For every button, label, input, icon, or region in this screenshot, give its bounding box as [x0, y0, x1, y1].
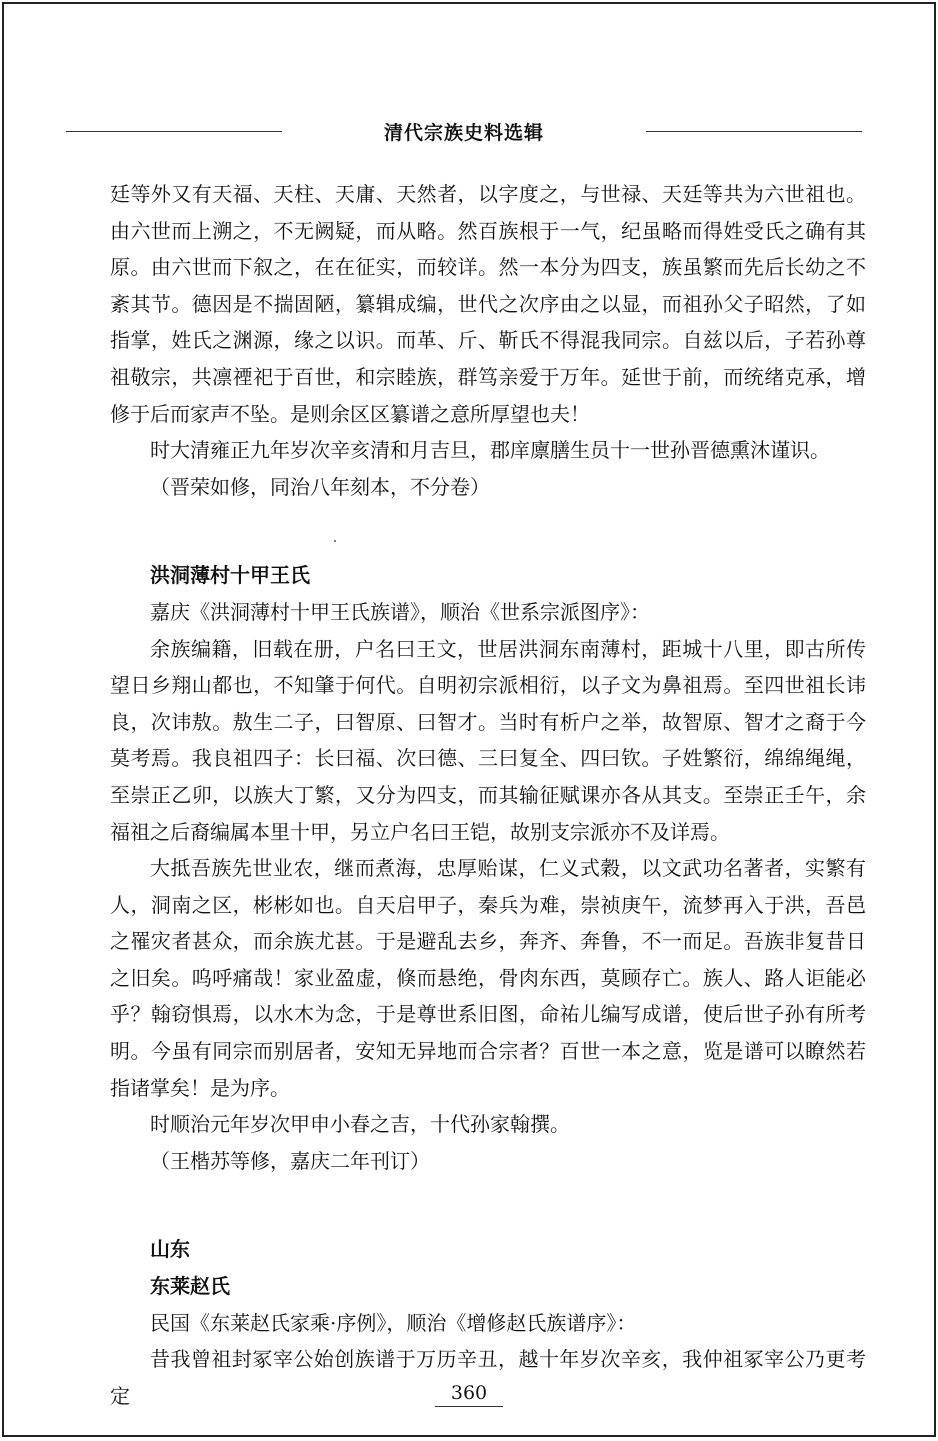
body-paragraph: 余族编籍，旧载在册，户名曰王文，世居洪洞东南薄村，距城十八里，即古所传望日乡翔山都也，不知肇于何代。自明初宗派相衍，以子文为鼻祖焉。至四世祖长讳良，次讳敖。敖生二子，曰智原、曰智才。当时有析户之举，故智原、智才之裔于今莫考焉。我良祖四子：长曰福、次曰德、三曰复全、四曰钦。子姓繁衍，绵绵绳绳，至崇正乙卯，以族大丁繁，又分为四支，而其输征赋课亦各从其支。至崇正壬午，余福祖之后裔编属本里十甲，另立户名曰王铠，故别支宗派亦不及详焉。	[110, 636, 866, 844]
running-header	[4, 118, 934, 148]
source-citation: 民国《东莱赵氏家乘·序例》，顺治《增修赵氏族谱序》：	[150, 1310, 637, 1335]
header-rule-right	[646, 131, 862, 132]
running-title: 清代宗族史料选辑	[383, 122, 544, 144]
section-gap	[110, 505, 866, 557]
page-body	[110, 176, 866, 1414]
section-gap	[110, 1179, 866, 1231]
province-heading: 山东	[150, 1237, 190, 1262]
body-paragraph: 大抵吾族先世业农，继而煮海，忠厚贻谋，仁义式穀，以文武功名著者，实繁有人，洞南之区，彬彬如也。自天启甲子，秦兵为难，崇祯庚午，流梦再入于洪，吾邑之罹灾者甚众，而余族尤甚。于是避乱去乡，奔齐、奔鲁，不一而足。吾族非复昔日之旧矣。呜呼痛哉！家业盈虚，倏而悬绝，骨肉东西，莫顾存亡。族人、路人讵能必乎？翰窃惧焉，以水木为念，于是尊世系旧图，命祐儿编写成谱，使后世子孙有所考明。今虽有同宗而别居者，安知无异地而合宗者？百世一本之意，览是谱可以瞭然若指诸掌矣！是为序。	[110, 856, 866, 1100]
section-heading: 洪洞薄村十甲王氏	[150, 563, 310, 588]
source-note: （晋荣如修，同治八年刻本，不分卷）	[150, 474, 490, 499]
page-number-text: 360	[435, 1382, 503, 1407]
book-page	[2, 2, 936, 1437]
source-citation: 嘉庆《洪洞薄村十甲王氏族谱》，顺治《世系宗派图序》：	[150, 599, 650, 624]
header-rule-left	[66, 131, 282, 132]
body-paragraph: 昔我曾祖封冢宰公始创族谱于万历辛丑，越十年岁次辛亥，我仲祖冢宰公乃更考定	[110, 1347, 866, 1408]
dateline: 时大清雍正九年岁次辛亥清和月吉旦，郡庠廪膳生员十一世孙晋德熏沐谨识。	[150, 438, 830, 463]
source-note: （王楷苏等修，嘉庆二年刊订）	[150, 1148, 430, 1173]
dateline: 时顺治元年岁次甲申小春之吉，十代孙家翰撰。	[150, 1112, 570, 1137]
continued-paragraph: 廷等外又有天福、天柱、天庸、天然者，以字度之，与世禄、天廷等共为六世祖也。由六世而上溯之，不无阙疑，而从略。然百族根于一气，纪虽略而得姓受氏之确有其原。由六世而下叙之，在在征实，而较详。然一本分为四支，族虽繁而先后长幼之不紊其节。德因是不揣固陋，纂辑成编，世代之次序由之以显，而祖孙父子昭然，了如指掌，姓氏之渊源，缘之以识。而革、斤、靳氏不得混我同宗。自兹以后，子若孙尊祖敬宗，共凛禋祀于百世，和宗睦族，群笃亲爱于万年。延世于前，而统绪克承，增修于后而家声不坠。是则余区区纂谱之意所厚望也夫！	[110, 182, 866, 426]
section-heading: 东莱赵氏	[150, 1274, 230, 1299]
page-number	[4, 1382, 934, 1407]
